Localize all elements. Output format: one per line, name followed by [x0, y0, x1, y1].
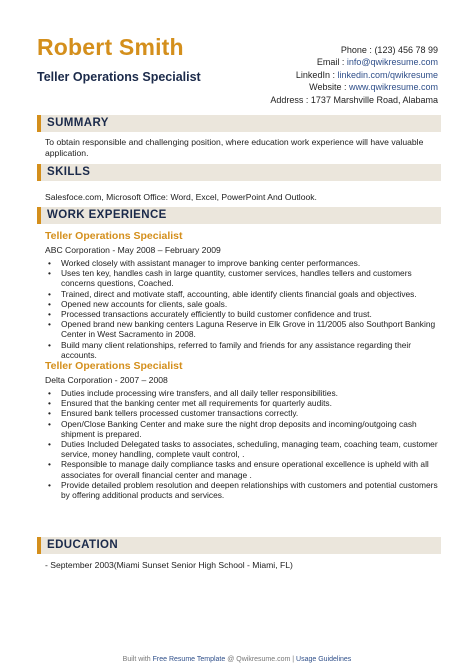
experience-section-header [37, 207, 441, 224]
list-item: • Responsible to manage daily compliance tasks and ensure operational excellence is upheld with all associates for overall financial center and manage . [45, 459, 443, 479]
job-2-bullets [45, 388, 443, 500]
email-label: Email : [316, 57, 347, 68]
job-1-title: Teller Operations Specialist [45, 230, 183, 242]
website-link[interactable]: www.qwikresume.com [348, 82, 438, 93]
list-item: • Worked closely with assistant manager to improve banking center performances. [45, 258, 443, 268]
linkedin-label: LinkedIn : [295, 69, 338, 80]
job-1-bullets [45, 258, 443, 360]
summary-text: To obtain responsible and challenging position, where education work experience will have valuable application. [45, 137, 424, 158]
skills-title: SKILLS [47, 166, 91, 178]
education-section-header [37, 537, 441, 554]
list-item: • Opened new accounts for clients, sale goals. [45, 299, 443, 309]
website-label: Website : [309, 82, 349, 93]
address-value: 1737 Marshville Road, Alabama [310, 94, 438, 105]
section-accent [37, 537, 41, 554]
list-item: • Ensured that the banking center met all requirements for quarterly audits. [45, 398, 443, 408]
list-item: • Processed transactions accurately efficiently to build customer confidence and trust. [45, 309, 443, 319]
address-label: Address : [270, 94, 311, 105]
phone-value: (123) 456 78 99 [374, 45, 438, 55]
education-text: - September 2003(Miami Sunset Senior High School - Miami, FL) [45, 560, 293, 570]
section-accent [37, 164, 41, 181]
guidelines-link[interactable]: Usage Guidelines [296, 656, 352, 663]
list-item: • Ensured bank tellers processed customer transactions correctly. [45, 408, 443, 418]
list-item: • Uses ten key, handles cash in large quantity, customer services, handles tellers and customers concerns questions, Coached. [45, 268, 443, 288]
summary-section-header [37, 115, 441, 132]
candidate-name: Robert Smith [37, 34, 184, 60]
phone-label: Phone : [340, 45, 375, 55]
list-item: • Build many client relationships, referred to family and friends for any assistance regarding their accounts. [45, 340, 443, 360]
footer-prefix: Built with [122, 656, 153, 663]
contact-address [238, 94, 438, 106]
linkedin-link[interactable]: linkedin.com/qwikresume [337, 69, 438, 80]
footer [0, 656, 474, 663]
section-accent [37, 207, 41, 224]
job-1-company: ABC Corporation - May 2008 – February 2009 [45, 245, 221, 255]
skills-text: Salesfoce.com, Microsoft Office: Word, Excel, PowerPoint And Outlook. [45, 192, 317, 202]
experience-title: WORK EXPERIENCE [47, 209, 167, 221]
education-title: EDUCATION [47, 539, 119, 551]
footer-middle: @ Qwikresume.com | [225, 656, 297, 663]
list-item: • Opened brand new banking centers Laguna Reserve in Elk Grove in 11/2005 also Southport Banking Center in West Sacramento in 2008. [45, 319, 443, 339]
skills-section-header [37, 164, 441, 181]
list-item: • Open/Close Banking Center and make sure the night drop deposits and incoming/outgoing cash shipment is prepared. [45, 419, 443, 439]
contact-email [238, 56, 438, 68]
summary-title: SUMMARY [47, 117, 109, 129]
list-item: • Trained, direct and motivate staff, accounting, able identify clients financial goals and objectives. [45, 289, 443, 299]
job-2-company: Delta Corporation - 2007 – 2008 [45, 375, 168, 385]
list-item: • Provide detailed problem resolution and deepen relationships with customers and potential customers by offering additional products and services. [45, 480, 443, 500]
contact-block [238, 44, 438, 106]
section-accent [37, 115, 41, 132]
contact-website [238, 81, 438, 93]
template-link[interactable]: Free Resume Template [152, 656, 226, 663]
email-link[interactable]: info@qwikresume.com [346, 57, 438, 68]
job-2-title: Teller Operations Specialist [45, 360, 183, 372]
list-item: • Duties include processing wire transfers, and all daily teller responsibilities. [45, 388, 443, 398]
list-item: • Duties Included Delegated tasks to associates, scheduling, managing team, coaching team, customer service, money handling, complete vault control, . [45, 439, 443, 459]
contact-phone [238, 44, 438, 56]
contact-linkedin [238, 69, 438, 81]
candidate-role: Teller Operations Specialist [37, 70, 201, 84]
